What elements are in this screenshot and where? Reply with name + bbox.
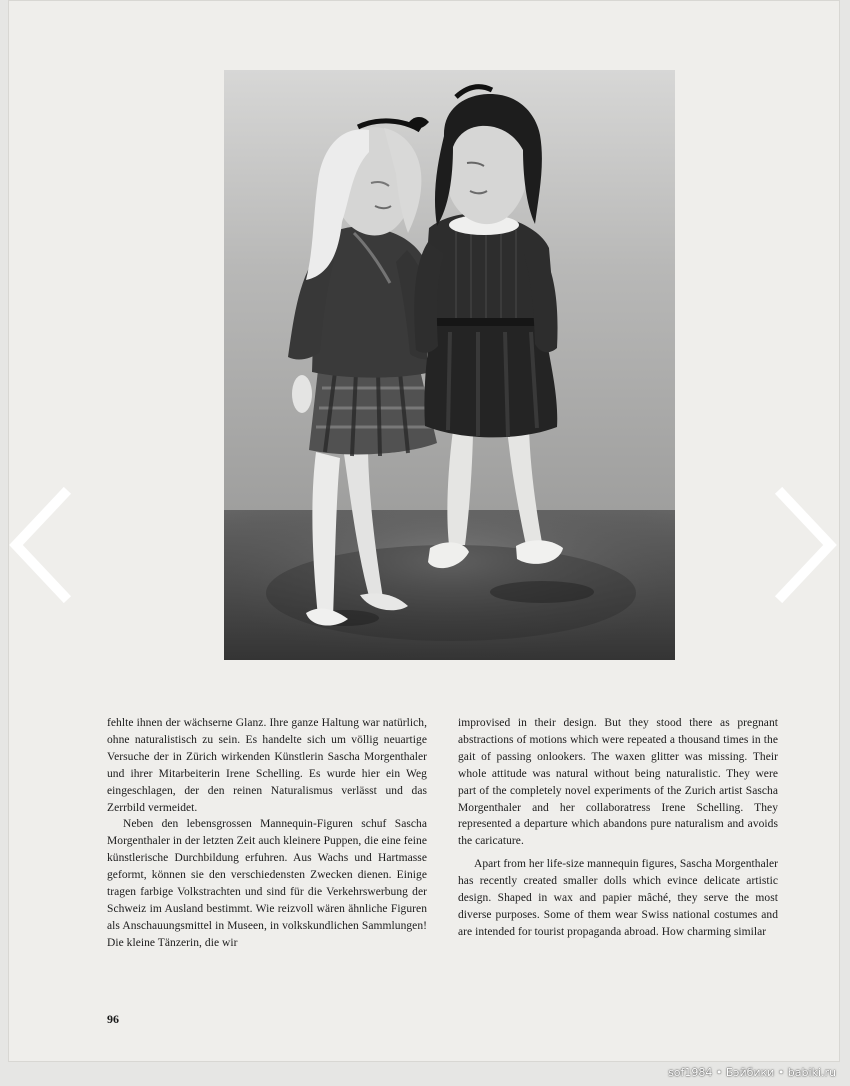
document-page	[8, 0, 840, 1062]
page-number: 96	[107, 1012, 119, 1026]
english-paragraph-2: Apart from her life-size mannequin figures, Sascha Morgenthaler has recently created smaller dolls which evince delicate artistic design. Shaped in wax and papier mâché, they serve the most diverse purposes. Some of them wear Swiss national costumes and are intended for tourist propaganda abroad. How charming similar	[458, 858, 778, 938]
german-paragraph-1: fehlte ihnen der wächserne Glanz. Ihre ganze Haltung war natürlich, ohne naturalistisch zu sein. Es handelte sich um völlig neuartige Versuche der in Zürich wirkenden Künstlerin Sascha Morgenthaler und ihrer Mitarbeiterin Irene Schelling. Es wurde hier ein Weg eingeschlagen, der den reinen Naturalismus verlässt und das Zerrbild vermeidet.	[107, 717, 427, 814]
german-paragraph-2: Neben den lebensgrossen Mannequin-Figuren schuf Sascha Morgenthaler in der letzten Zeit auch kleinere Puppen, die eine feine künstlerische Durchbildung erfuhren. Aus Wachs und Hartmasse geformt, können sie den verschiedensten Zwecken dienen. Einige tragen farbige Volkstrachten und sind für die Verkehrswerbung der Schweiz im Ausland bestimmt. Wie reizvoll wären ähnliche Figuren als Anschauungsmittel in Museen, in volkskundlichen Sammlungen! Die kleine Tänzerin, die wir	[107, 818, 427, 949]
chevron-right-icon	[774, 486, 842, 604]
english-paragraph-1: improvised in their design. But they stood there as pregnant abstractions of motions which were repeated a thousand times in the gait of passing onlookers. The waxen glitter was missing. Their whole attitude was natural without being naturalistic. They were part of the completely novel experiments of the Zurich artist Sascha Morgenthaler and her collaboratress Irene Schelling. They represented a departure which abandons pure naturalism and avoids the caricature.	[458, 717, 778, 848]
photograph-two-dolls	[224, 70, 675, 660]
next-page-button[interactable]	[774, 486, 842, 604]
doll-photo-artwork	[224, 70, 675, 660]
previous-page-button[interactable]	[4, 486, 72, 604]
chevron-left-icon	[4, 486, 72, 604]
watermark: sof1984 • Бэйбики • babiki.ru	[668, 1066, 836, 1079]
english-text-column	[458, 715, 778, 941]
german-text-column	[107, 715, 427, 952]
